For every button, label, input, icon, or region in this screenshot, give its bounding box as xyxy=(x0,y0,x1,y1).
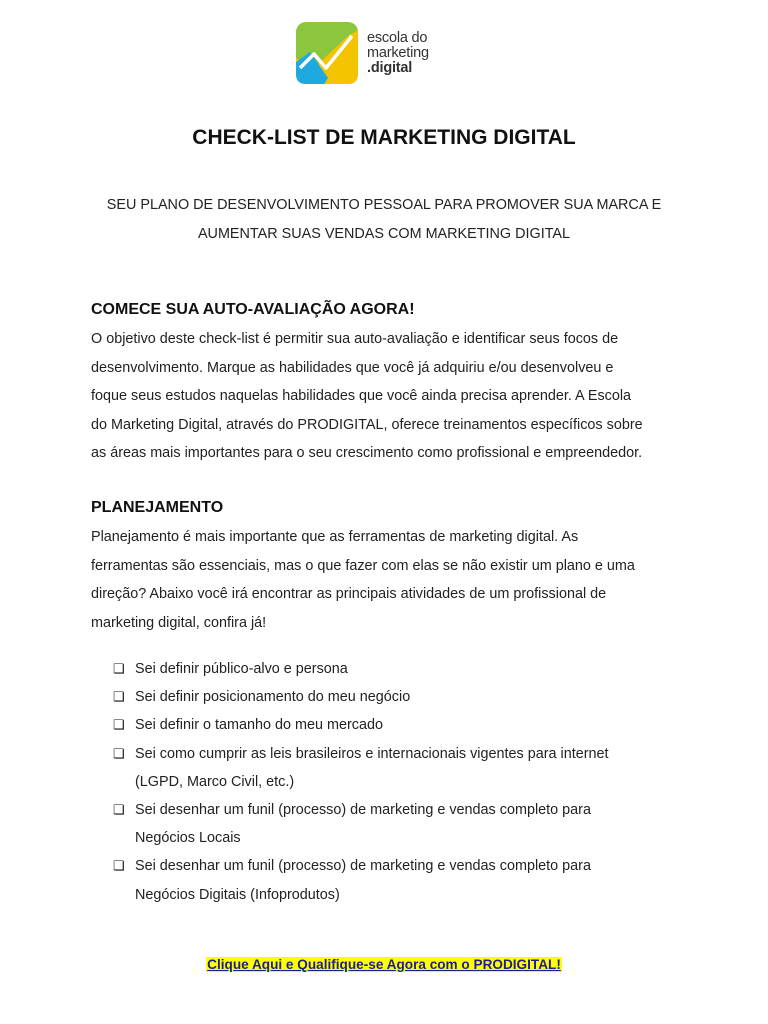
subtitle-line-2: AUMENTAR SUAS VENDAS COM MARKETING DIGITAL xyxy=(197,225,571,242)
checklist-item[interactable] xyxy=(113,683,673,711)
checklist-item[interactable] xyxy=(113,740,673,796)
section-planning xyxy=(91,499,691,637)
checklist-line: Sei desenhar um funil (processo) de marketing e vendas completo para xyxy=(135,858,591,875)
section-paragraph xyxy=(91,325,691,468)
paragraph-line: Planejamento é mais importante que as ferramentas de marketing digital. As xyxy=(91,529,579,545)
checklist-line: Sei desenhar um funil (processo) de marketing e vendas completo para xyxy=(135,802,591,819)
checklist-item[interactable] xyxy=(113,711,673,739)
paragraph-line: direção? Abaixo você irá encontrar as principais atividades de um profissional de xyxy=(91,586,607,603)
checkbox-icon[interactable]: ❏ xyxy=(113,717,125,733)
checklist-line: Sei definir posicionamento do meu negócio xyxy=(135,689,411,706)
checklist-item[interactable] xyxy=(113,796,673,852)
section-self-assessment xyxy=(91,301,691,468)
checklist-line: Negócios Locais xyxy=(135,830,241,847)
prodigital-cta-link[interactable]: Clique Aqui e Qualifique-se Agora com o PRODIGITAL! xyxy=(207,957,561,972)
section-heading: PLANEJAMENTO xyxy=(91,499,224,516)
checklist-line: Sei definir público-alvo e persona xyxy=(135,661,348,677)
checklist-line: Sei como cumprir as leis brasileiros e internacionais vigentes para internet xyxy=(135,745,609,762)
checklist-item-label xyxy=(135,740,673,796)
checklist-line: Negócios Digitais (Infoprodutos) xyxy=(135,886,340,903)
paragraph-line: ferramentas são essenciais, mas o que fazer com elas se não existir um plano e uma xyxy=(91,557,635,574)
document-subtitle xyxy=(80,191,688,248)
brand-line-2: marketing xyxy=(367,44,429,61)
checklist-item-label xyxy=(135,852,673,908)
paragraph-line: foque seus estudos naquelas habilidades que você ainda precisa aprender. A Escola xyxy=(91,388,632,405)
checklist-line: Sei definir o tamanho do meu mercado xyxy=(135,717,383,734)
checklist-item[interactable] xyxy=(113,852,673,908)
brand-logo xyxy=(296,22,429,84)
paragraph-line: do Marketing Digital, através do PRODIGITAL, oferece treinamentos específicos sobre xyxy=(91,416,643,433)
checklist-line: (LGPD, Marco Civil, etc.) xyxy=(135,773,295,790)
skills-checklist xyxy=(113,655,673,909)
brand-line-3: .digital xyxy=(367,59,413,76)
paragraph-line: as áreas mais importantes para o seu crescimento como profissional e empreendedor. xyxy=(91,445,643,462)
checkbox-icon[interactable]: ❏ xyxy=(113,802,125,818)
section-heading: COMECE SUA AUTO-AVALIAÇÃO AGORA! xyxy=(91,301,415,318)
checklist-item-label xyxy=(135,711,673,739)
checklist-item-label xyxy=(135,655,673,683)
paragraph-line: marketing digital, confira já! xyxy=(91,614,267,631)
section-paragraph xyxy=(91,523,691,637)
cta-container xyxy=(0,956,768,974)
brand-line-1: escola do xyxy=(367,29,428,46)
checklist-item-label xyxy=(135,683,673,711)
checklist-item-label xyxy=(135,796,673,852)
logo-chart-icon xyxy=(296,22,358,84)
brand-name xyxy=(367,31,429,76)
paragraph-line: O objetivo deste check-list é permitir sua auto-avaliação e identificar seus focos de xyxy=(91,331,619,347)
subtitle-line-1: SEU PLANO DE DESENVOLVIMENTO PESSOAL PARA PROMOVER SUA MARCA E xyxy=(106,197,662,213)
checklist-item[interactable] xyxy=(113,655,673,683)
document-title: CHECK-LIST DE MARKETING DIGITAL xyxy=(192,126,576,149)
checkbox-icon[interactable]: ❏ xyxy=(113,661,125,676)
checkbox-icon[interactable]: ❏ xyxy=(113,745,125,761)
checkbox-icon[interactable]: ❏ xyxy=(113,689,125,705)
paragraph-line: desenvolvimento. Marque as habilidades que você já adquiriu e/ou desenvolveu e xyxy=(91,359,614,376)
checkbox-icon[interactable]: ❏ xyxy=(113,858,125,874)
